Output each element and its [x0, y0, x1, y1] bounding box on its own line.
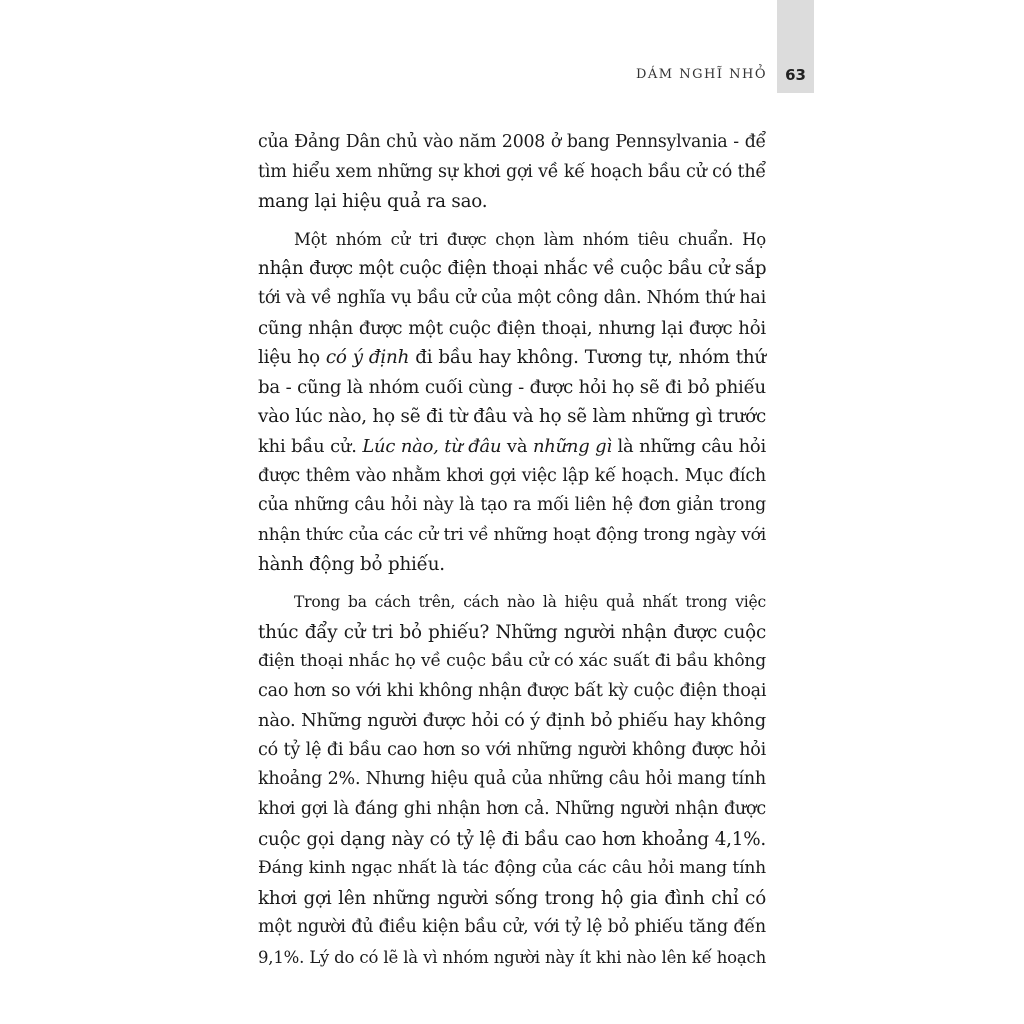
- text-line: nhận được một cuộc điện thoại nhắc về cuộc bầu cử sắp: [258, 258, 767, 280]
- text-line: cao hơn so với khi không nhận được bất kỳ cuộc điện thoại: [258, 680, 767, 701]
- text-line: [258, 343, 766, 373]
- text-line: vào lúc nào, họ sẽ đi từ đâu và họ sẽ làm những gì trước: [258, 406, 766, 428]
- text-line: của Đảng Dân chủ vào năm 2008 ở bang Pennsylvania - để: [258, 132, 766, 152]
- text-line: được thêm vào nhằm khơi gợi việc lập kế hoạch. Mục đích: [258, 465, 766, 486]
- body-text: [258, 128, 766, 981]
- text-line: tới và về nghĩa vụ bầu cử của một công dân. Nhóm thứ hai: [258, 287, 766, 308]
- text-line: Trong ba cách trên, cách nào là hiệu quả nhất trong việc: [294, 592, 766, 611]
- page-number: 63: [785, 66, 806, 84]
- text-run: là những câu hỏi: [611, 435, 766, 457]
- paragraph-2: [258, 225, 766, 580]
- text-line: hành động bỏ phiếu.: [258, 554, 445, 576]
- text-line: 9,1%. Lý do có lẽ là vì nhóm người này ít khi nào lên kế hoạch: [258, 948, 766, 968]
- text-line: cũng nhận được một cuộc điện thoại, nhưng lại được hỏi: [258, 317, 766, 339]
- text-line: một người đủ điều kiện bầu cử, với tỷ lệ bỏ phiếu tăng đến: [258, 917, 766, 938]
- text-line: nào. Những người được hỏi có ý định bỏ phiếu hay không: [258, 710, 766, 732]
- text-run: đi bầu hay không. Tương tự, nhóm thứ: [409, 347, 766, 369]
- text-line: khơi gợi là đáng ghi nhận hơn cả. Những người nhận được: [258, 799, 766, 820]
- text-line: cuộc gọi dạng này có tỷ lệ đi bầu cao hơn khoảng 4,1%.: [258, 828, 766, 850]
- text-line: mang lại hiệu quả ra sao.: [258, 191, 488, 213]
- text-line: điện thoại nhắc họ về cuộc bầu cử có xác suất đi bầu không: [258, 651, 766, 672]
- text-line: khoảng 2%. Nhưng hiệu quả của những câu hỏi mang tính: [258, 769, 766, 790]
- text-line: Đáng kinh ngạc nhất là tác động của các câu hỏi mang tính: [258, 858, 766, 879]
- text-run: liệu họ: [258, 347, 326, 369]
- text-line: thúc đẩy cử tri bỏ phiếu? Những người nhận được cuộc: [258, 621, 766, 643]
- running-header-title: DÁM NGHĨ NHỎ: [636, 67, 767, 82]
- text-line: nhận thức của các cử tri về những hoạt động trong ngày với: [258, 524, 766, 545]
- text-line: [258, 432, 766, 462]
- italic-phrase: những gì: [532, 435, 612, 457]
- text-line: của những câu hỏi này là tạo ra mối liên hệ đơn giản trong: [258, 495, 766, 516]
- italic-phrase: có ý định: [325, 347, 410, 369]
- text-line: Một nhóm cử tri được chọn làm nhóm tiêu chuẩn. Họ: [294, 229, 766, 249]
- text-line: khơi gợi lên những người sống trong hộ gia đình chỉ có: [258, 887, 766, 909]
- text-run: khi bầu cử.: [258, 435, 363, 457]
- paragraph-1: [258, 128, 766, 217]
- text-line: có tỷ lệ đi bầu cao hơn so với những người không được hỏi: [258, 739, 766, 760]
- italic-phrase: Lúc nào, từ đâu: [362, 435, 502, 457]
- text-line: ba - cũng là nhóm cuối cùng - được hỏi họ sẽ đi bỏ phiếu: [258, 376, 766, 398]
- text-run: và: [501, 435, 533, 457]
- paragraph-3: [258, 588, 766, 973]
- text-line: tìm hiểu xem những sự khơi gợi về kế hoạch bầu cử có thể: [258, 161, 766, 182]
